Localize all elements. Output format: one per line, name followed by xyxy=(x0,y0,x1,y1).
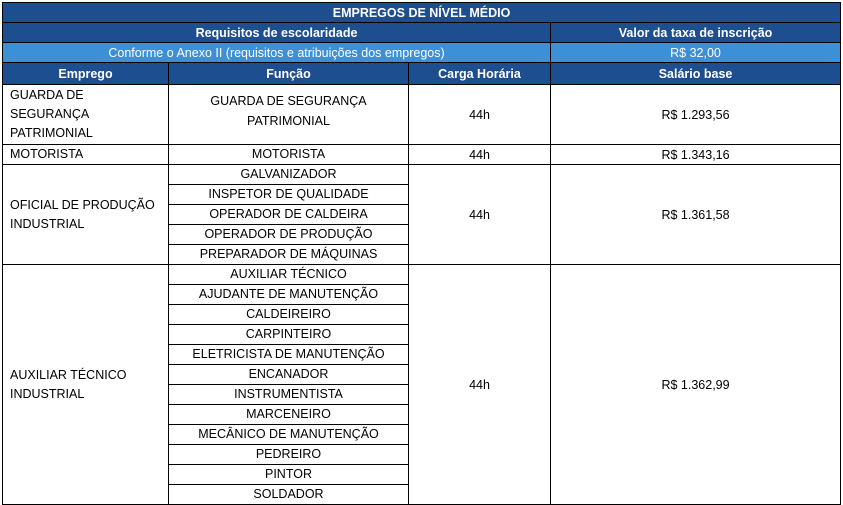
funcao-line: MECÂNICO DE MANUTENÇÃO xyxy=(169,425,408,445)
emprego-line: INDUSTRIAL xyxy=(10,216,85,231)
emprego-cell xyxy=(3,145,169,165)
title-row xyxy=(3,3,841,23)
table-row xyxy=(3,165,841,265)
requirements-header-row xyxy=(3,23,841,43)
carga-cell: 44h xyxy=(409,165,551,265)
column-header-row xyxy=(3,63,841,85)
funcao-line: CALDEIREIRO xyxy=(169,305,408,325)
table-title: EMPREGOS DE NÍVEL MÉDIO xyxy=(3,3,841,23)
emprego-line: GUARDA DE xyxy=(10,88,84,102)
emprego-cell xyxy=(3,165,169,265)
emprego-line: INDUSTRIAL xyxy=(10,386,85,401)
funcao-line: INSPETOR DE QUALIDADE xyxy=(169,185,408,205)
funcao-line: OPERADOR DE PRODUÇÃO xyxy=(169,225,408,245)
emprego-cell xyxy=(3,85,169,145)
salario-cell: R$ 1.343,16 xyxy=(551,145,841,165)
funcao-cell xyxy=(169,145,409,165)
funcao-line: AUXILIAR TÉCNICO xyxy=(169,265,408,285)
funcao-line: CARPINTEIRO xyxy=(169,325,408,345)
funcao-line: ENCANADOR xyxy=(169,365,408,385)
col-carga: Carga Horária xyxy=(409,63,551,85)
funcao-line: GALVANIZADOR xyxy=(169,165,408,185)
funcao-line: PINTOR xyxy=(169,465,408,485)
jobs-table-document xyxy=(2,2,840,505)
funcao-line: MARCENEIRO xyxy=(169,405,408,425)
requisitos-value: Conforme o Anexo II (requisitos e atribuições dos empregos) xyxy=(3,43,551,63)
funcao-line: OPERADOR DE CALDEIRA xyxy=(169,205,408,225)
requisitos-label: Requisitos de escolaridade xyxy=(3,23,551,43)
funcao-line: INSTRUMENTISTA xyxy=(169,385,408,405)
col-emprego: Emprego xyxy=(3,63,169,85)
funcao-cell xyxy=(169,265,409,505)
salario-cell: R$ 1.361,58 xyxy=(551,165,841,265)
emprego-line: AUXILIAR TÉCNICO xyxy=(10,367,127,382)
table-row xyxy=(3,145,841,165)
jobs-table xyxy=(2,2,841,505)
funcao-line: PEDREIRO xyxy=(169,445,408,465)
emprego-line: OFICIAL DE PRODUÇÃO xyxy=(10,197,155,212)
funcao-cell xyxy=(169,165,409,265)
table-row xyxy=(3,85,841,145)
taxa-label: Valor da taxa de inscrição xyxy=(551,23,841,43)
salario-cell: R$ 1.362,99 xyxy=(551,265,841,505)
col-funcao: Função xyxy=(169,63,409,85)
funcao-line: PATRIMONIAL xyxy=(247,114,330,128)
funcao-line: ELETRICISTA DE MANUTENÇÃO xyxy=(169,345,408,365)
funcao-line: MOTORISTA xyxy=(251,147,326,161)
funcao-cell xyxy=(169,85,409,145)
table-row xyxy=(3,265,841,505)
requirements-value-row xyxy=(3,43,841,63)
funcao-line: AJUDANTE DE MANUTENÇÃO xyxy=(169,285,408,305)
funcao-line: SOLDADOR xyxy=(253,487,324,501)
carga-cell: 44h xyxy=(409,265,551,505)
funcao-line: GUARDA DE SEGURANÇA xyxy=(210,94,367,108)
emprego-line: SEGURANÇA xyxy=(10,107,90,121)
salario-cell: R$ 1.293,56 xyxy=(551,85,841,145)
carga-cell: 44h xyxy=(409,85,551,145)
emprego-cell xyxy=(3,265,169,505)
emprego-line: PATRIMONIAL xyxy=(10,126,93,140)
carga-cell: 44h xyxy=(409,145,551,165)
funcao-line: PREPARADOR DE MÁQUINAS xyxy=(199,247,378,261)
emprego-line: MOTORISTA xyxy=(10,147,84,161)
col-salario: Salário base xyxy=(551,63,841,85)
taxa-value: R$ 32,00 xyxy=(551,43,841,63)
